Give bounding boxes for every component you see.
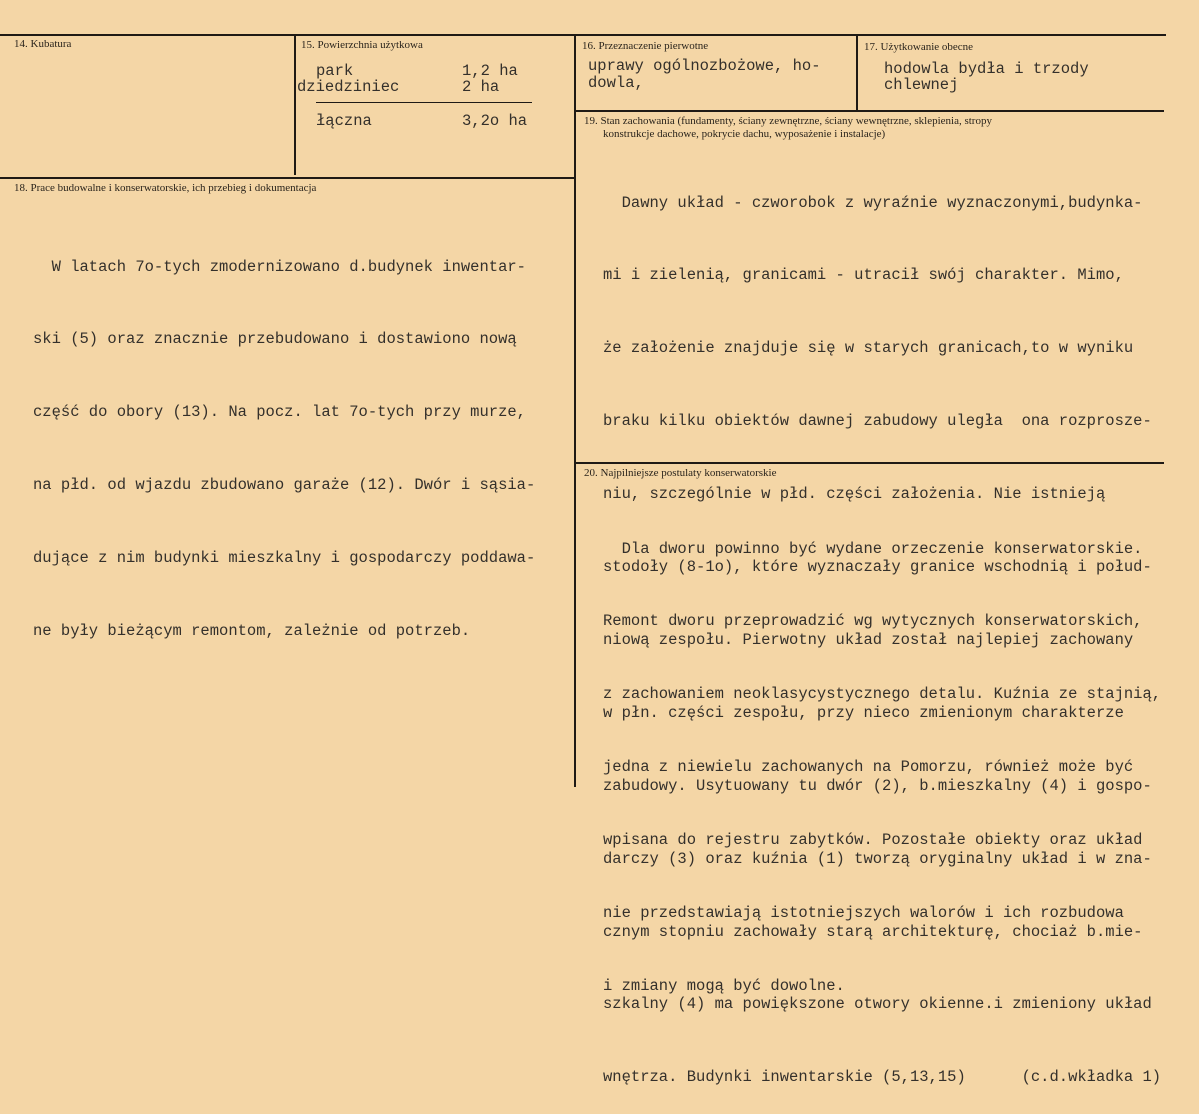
- field-19-line: szkalny (4) ma powiększone otwory okienne.i zmieniony układ: [603, 995, 1152, 1014]
- field-20-line: z zachowaniem neoklasycystycznego detalu. Kuźnia ze stajnią,: [603, 685, 1162, 704]
- field-19-line: cznym stopniu zachowały starą architekturę, chociaż b.mie-: [603, 922, 1143, 941]
- field-17-line-2: chlewnej: [884, 76, 959, 94]
- field-19-line: wnętrza. Budynki inwentarskie (5,13,15) (c.d.wkładka 1): [603, 1068, 1162, 1087]
- divider-14-15: [294, 35, 296, 175]
- field-19-line: darczy (3) oraz kuźnia (1) tworzą oryginalny układ i w zna-: [603, 849, 1152, 868]
- field-19-line: niu, szczególnie w płd. części założenia. Nie istnieją: [603, 485, 1106, 504]
- divider-16-17: [856, 35, 858, 111]
- field-14-label: 14. Kubatura: [14, 38, 72, 50]
- area-value-park: 1,2 ha: [462, 62, 518, 80]
- area-value-dziedziniec: 2 ha: [462, 78, 500, 96]
- field-15-label: 15. Powierzchnia użytkowa: [301, 39, 423, 51]
- field-20-line: nie przedstawiają istotniejszych walorów i ich rozbudowa: [603, 904, 1124, 923]
- field-19-line: niową zespołu. Pierwotny układ został najlepiej zachowany: [603, 630, 1134, 649]
- field-18-line: W latach 7o-tych zmodernizowano d.budynek inwentar-: [33, 257, 526, 276]
- field-20-line: Dla dworu powinno być wydane orzeczenie konserwatorskie.: [603, 539, 1143, 558]
- field-16-label: 16. Przeznaczenie pierwotne: [582, 40, 709, 52]
- area-name-total: łączna: [316, 112, 372, 130]
- field-20-line: i zmiany mogą być dowolne.: [603, 976, 845, 995]
- field-19-line: braku kilku obiektów dawnej zabudowy uległa ona rozprosze-: [603, 412, 1152, 431]
- field-19-line: w płn. części zespołu, przy nieco zmienionym charakterze: [603, 703, 1124, 722]
- area-value-total: 3,2o ha: [462, 112, 528, 130]
- area-name-park: park: [316, 62, 354, 80]
- field-20-label: 20. Najpilniejsze postulaty konserwatorskie: [584, 467, 777, 479]
- field-18-line: ne były bieżącym remontom, zależnie od potrzeb.: [33, 622, 471, 641]
- area-name-dziedziniec: dziedziniec: [297, 78, 400, 96]
- field-16-line-1: uprawy ogólnozbożowe, ho-: [588, 57, 821, 75]
- field-18-line: ski (5) oraz znacznie przebudowano i dostawiono nową: [33, 330, 517, 349]
- area-sum-rule: [316, 102, 532, 103]
- field-19-line: zabudowy. Usytuowany tu dwór (2), b.mieszkalny (4) i gospo-: [603, 776, 1152, 795]
- field-17-label: 17. Użytkowanie obecne: [864, 41, 974, 53]
- field-19-line: stodoły (8-1o), które wyznaczały granice wschodnią i połud-: [603, 558, 1152, 577]
- field-20-line: Remont dworu przeprowadzić wg wytycznych konserwatorskich,: [603, 612, 1143, 631]
- top-rule: [0, 34, 1166, 36]
- field-19-line: Dawny układ - czworobok z wyraźnie wyznaczonymi,budynka-: [603, 193, 1143, 212]
- field-17-line-1: hodowla bydła i trzody: [884, 60, 1089, 78]
- field-18-text: [33, 206, 535, 668]
- divider-left-right: [574, 35, 576, 787]
- field-19-label-cont: konstrukcje dachowe, pokrycie dachu, wyposażenie i instalacje): [603, 128, 886, 140]
- field-18-label: 18. Prace budowalne i konserwatorskie, ich przebieg i dokumentacja: [14, 182, 317, 194]
- field-20-text: [603, 488, 1161, 1023]
- rule-above-19: [575, 110, 1164, 112]
- rule-above-18: [0, 177, 575, 179]
- field-18-line: dujące z nim budynki mieszkalny i gospodarczy poddawa-: [33, 549, 536, 568]
- field-18-line: część do obory (13). Na pocz. lat 7o-tych przy murze,: [33, 403, 526, 422]
- field-19-label: 19. Stan zachowania (fundamenty, ściany zewnętrzne, ściany wewnętrzne, sklepienia, stropy: [584, 115, 992, 127]
- field-20-line: jedna z niewielu zachowanych na Pomorzu, również może być: [603, 758, 1134, 777]
- field-19-line: mi i zielenią, granicami - utracił swój charakter. Mimo,: [603, 266, 1124, 285]
- field-16-line-2: dowla,: [588, 74, 644, 92]
- field-19-line: że założenie znajduje się w starych granicach,to w wyniku: [603, 339, 1134, 358]
- field-18-line: na płd. od wjazdu zbudowano garaże (12). Dwór i sąsia-: [33, 476, 536, 495]
- field-20-line: wpisana do rejestru zabytków. Pozostałe obiekty oraz układ: [603, 831, 1143, 850]
